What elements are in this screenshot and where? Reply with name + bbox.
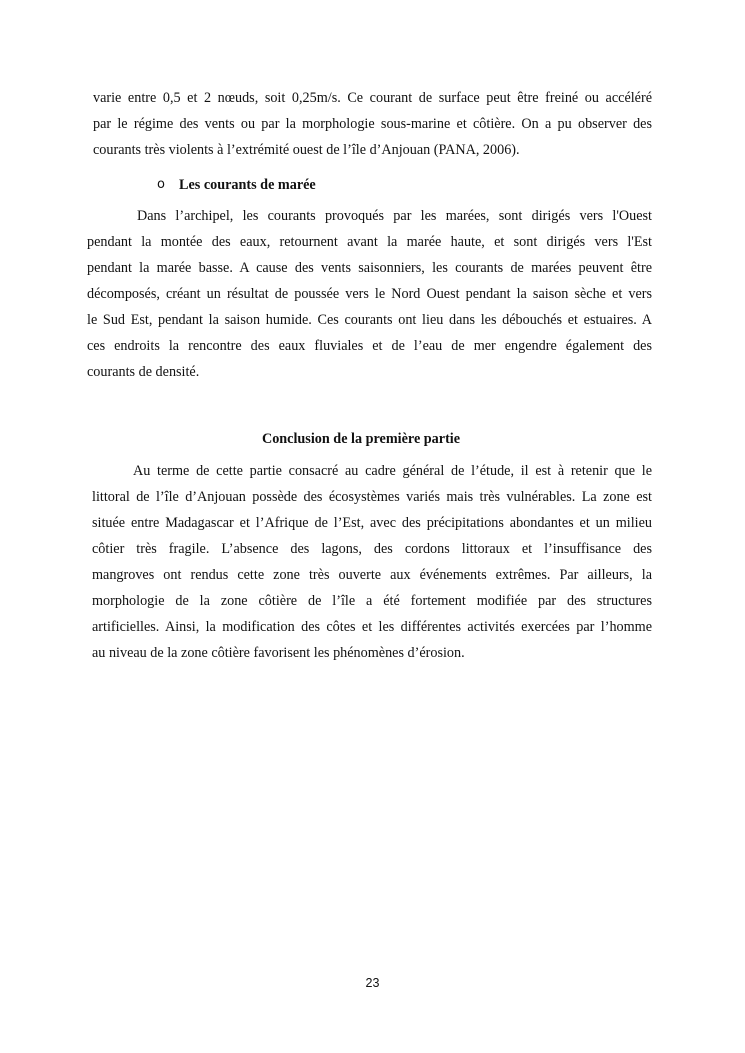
text-line: côtier très fragile. L’absence des lagons, des cordons littoraux et l’insuffisance des	[92, 541, 652, 557]
text-line: artificielles. Ainsi, la modification des côtes et les différentes activités exercées par l’homme	[92, 619, 652, 635]
text-line: pendant la montée des eaux, retournent avant la marée haute, et sont dirigés vers l'Est	[87, 234, 652, 250]
text-line: par le régime des vents ou par la morphologie sous-marine et côtière. On a pu observer des	[93, 116, 652, 132]
text-line: pendant la marée basse. A cause des vents saisonniers, les courants de marées peuvent être	[87, 260, 652, 276]
text-line: courants très violents à l’extrémité ouest de l’île d’Anjouan (PANA, 2006).	[93, 142, 520, 158]
text-line: courants de densité.	[87, 364, 200, 380]
conclusion-heading: Conclusion de la première partie	[261, 431, 461, 447]
text-line: mangroves ont rendus cette zone très ouverte aux événements extrêmes. Par ailleurs, la	[92, 567, 652, 583]
text-line: au niveau de la zone côtière favorisent les phénomènes d’érosion.	[92, 645, 465, 661]
text-line: morphologie de la zone côtière de l’île a été fortement modifiée par des structures	[92, 593, 652, 609]
text-line: Dans l’archipel, les courants provoqués par les marées, sont dirigés vers l'Ouest	[137, 208, 652, 224]
text-line: littoral de l’île d’Anjouan possède des écosystèmes variés mais très vulnérables. La zone est	[92, 489, 652, 505]
text-line: ces endroits la rencontre des eaux fluviales et de l’eau de mer engendre également des	[87, 338, 652, 354]
subsection-heading: Les courants de marée	[179, 177, 316, 193]
page-number: 23	[365, 976, 380, 990]
text-line: Au terme de cette partie consacré au cadre général de l’étude, il est à retenir que le	[133, 463, 652, 479]
text-line: située entre Madagascar et l’Afrique de l’Est, avec des précipitations abondantes et un milieu	[92, 515, 652, 531]
text-line: le Sud Est, pendant la saison humide. Ces courants ont lieu dans les débouchés et estuaires. A	[87, 312, 652, 328]
bullet-icon: o	[157, 177, 165, 192]
text-line: décomposés, créant un résultat de poussée vers le Nord Ouest pendant la saison sèche et vers	[87, 286, 652, 302]
text-line: varie entre 0,5 et 2 nœuds, soit 0,25m/s. Ce courant de surface peut être freiné ou accéléré	[93, 90, 652, 106]
